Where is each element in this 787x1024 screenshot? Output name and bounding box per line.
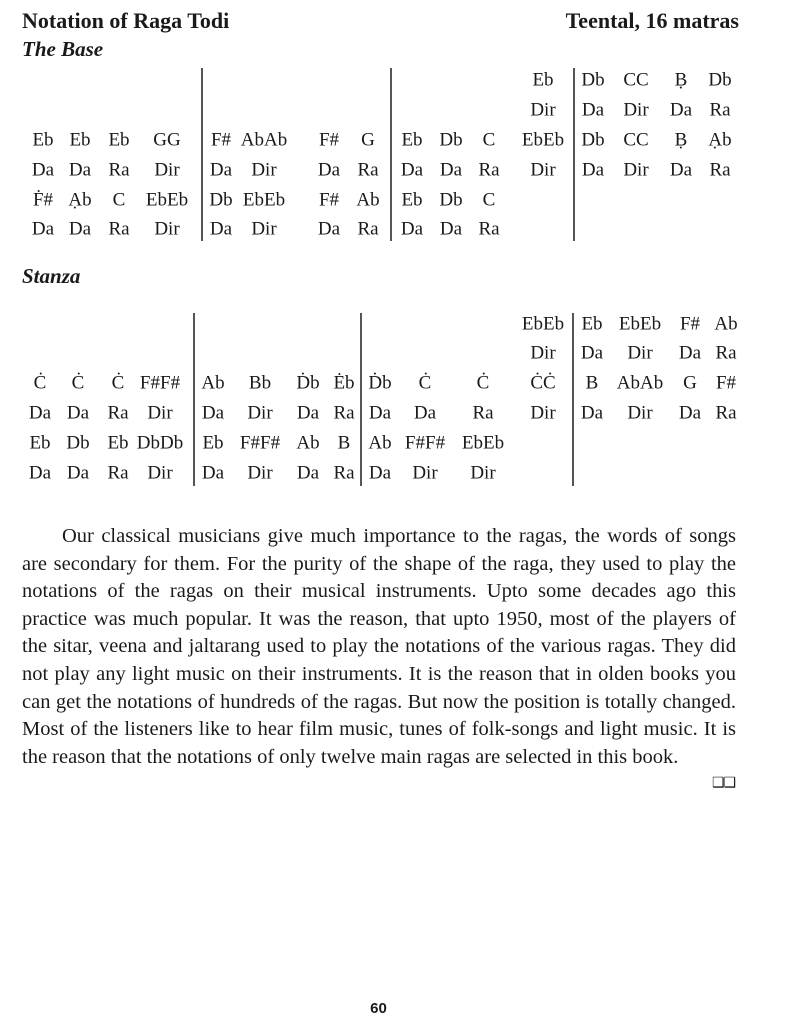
- bol-cell: Ra: [333, 462, 355, 484]
- bol-cell: Dir: [412, 462, 438, 484]
- bol-cell: Ra: [357, 159, 379, 181]
- swara-cell: Db: [581, 129, 605, 151]
- body-text: [22, 523, 736, 771]
- bol-cell: Da: [368, 402, 392, 424]
- bol-cell: Ra: [107, 402, 129, 424]
- bol-cell: Ra: [333, 402, 355, 424]
- swara-cell: GG: [153, 129, 181, 151]
- swara-cell: C: [482, 129, 496, 151]
- bol-cell: Da: [296, 402, 320, 424]
- page-number: 60: [370, 1000, 387, 1017]
- bol-cell: Dir: [154, 159, 180, 181]
- bol-cell: Da: [413, 402, 437, 424]
- swara-cell: F#F#: [139, 372, 181, 394]
- bol-cell: Da: [209, 218, 233, 240]
- bol-cell: Da: [669, 99, 693, 121]
- end-mark: ❑❑: [712, 776, 736, 791]
- bol-cell: Da: [400, 218, 424, 240]
- bol-cell: Ra: [709, 159, 731, 181]
- swara-cell: Ab: [714, 313, 738, 335]
- swara-cell: EbEb: [461, 432, 505, 454]
- stanza-heading: Stanza: [22, 264, 81, 288]
- swara-cell: F#: [715, 372, 737, 394]
- bol-cell: Da: [580, 402, 604, 424]
- swara-cell: Ạb: [68, 189, 92, 211]
- swara-cell: EbEb: [618, 313, 662, 335]
- swara-cell: AbAb: [240, 129, 288, 151]
- swara-cell: Eb: [32, 129, 54, 151]
- bar-line: [360, 313, 362, 486]
- bol-cell: Da: [669, 159, 693, 181]
- swara-cell: Ċ: [33, 372, 47, 394]
- swara-cell: Db: [439, 129, 463, 151]
- bol-cell: Da: [31, 218, 55, 240]
- swara-cell: F#F#: [239, 432, 281, 454]
- page-title: Notation of Raga Todi: [22, 8, 230, 33]
- swara-cell: Ḅ: [674, 129, 688, 151]
- bol-cell: Ra: [715, 402, 737, 424]
- bol-cell: Da: [66, 462, 90, 484]
- bol-cell: Ra: [478, 218, 500, 240]
- swara-cell: Ċ: [71, 372, 85, 394]
- swara-cell: B: [585, 372, 599, 394]
- bar-line: [390, 68, 392, 241]
- swara-cell: EbEb: [521, 313, 565, 335]
- swara-cell: G: [361, 129, 375, 151]
- bol-cell: Dir: [627, 342, 653, 364]
- bol-cell: Da: [678, 402, 702, 424]
- swara-cell: Ċ: [111, 372, 125, 394]
- bol-cell: Dir: [154, 218, 180, 240]
- bol-cell: Da: [317, 159, 341, 181]
- swara-cell: Ċ: [418, 372, 432, 394]
- swara-cell: Ạb: [708, 129, 732, 151]
- swara-cell: EbEb: [145, 189, 189, 211]
- bol-cell: Dir: [147, 402, 173, 424]
- bol-cell: Ra: [478, 159, 500, 181]
- swara-cell: Eb: [69, 129, 91, 151]
- bol-cell: Dir: [247, 462, 273, 484]
- swara-cell: Ab: [201, 372, 225, 394]
- bol-cell: Da: [317, 218, 341, 240]
- swara-cell: Eb: [29, 432, 51, 454]
- swara-cell: Ḟ#: [32, 189, 54, 211]
- swara-cell: F#: [318, 129, 340, 151]
- swara-cell: Ċ: [476, 372, 490, 394]
- bol-cell: Ra: [108, 159, 130, 181]
- bol-cell: Dir: [627, 402, 653, 424]
- swara-cell: B: [337, 432, 351, 454]
- bol-cell: Da: [368, 462, 392, 484]
- bol-cell: Dir: [623, 159, 649, 181]
- swara-cell: Eb: [401, 189, 423, 211]
- bol-cell: Ra: [472, 402, 494, 424]
- bol-cell: Dir: [530, 99, 556, 121]
- bol-cell: Da: [201, 462, 225, 484]
- bol-cell: Da: [201, 402, 225, 424]
- bol-cell: Ra: [709, 99, 731, 121]
- bol-cell: Da: [68, 159, 92, 181]
- bol-cell: Da: [581, 99, 605, 121]
- swara-cell: F#: [210, 129, 232, 151]
- bar-line: [572, 313, 574, 486]
- swara-cell: Ab: [296, 432, 320, 454]
- swara-cell: Db: [439, 189, 463, 211]
- paragraph: Our classical musicians give much importance to the ragas, the words of songs are secondary for them. For the purity of the shape of the raga, they used to play the notations of the ragas on their musical instruments. Upto some decades ago this practice was much popular. It was the reason, that upto 1950, most of the players of the sitar, veena and jaltarang used to play the notations of the various ragas. They did not play any light music on their instruments. It is the reason that in olden books you can get the notations of hundreds of the ragas. But now the position is totally changed. Most of the listeners like to hear film music, tunes of folk-songs and light music. It is the reason that the notations of only twelve main ragas are selected in this book.: [22, 525, 736, 768]
- bol-cell: Da: [580, 342, 604, 364]
- swara-cell: Eb: [401, 129, 423, 151]
- bol-cell: Dir: [147, 462, 173, 484]
- bol-cell: Dir: [530, 342, 556, 364]
- bol-cell: Da: [28, 402, 52, 424]
- bol-cell: Da: [28, 462, 52, 484]
- swara-cell: Db: [209, 189, 233, 211]
- swara-cell: Ḅ: [674, 69, 688, 91]
- swara-cell: Ḋb: [368, 372, 392, 394]
- swara-cell: Eb: [108, 129, 130, 151]
- bol-cell: Da: [209, 159, 233, 181]
- swara-cell: EbEb: [242, 189, 286, 211]
- bol-cell: Da: [581, 159, 605, 181]
- bol-cell: Dir: [251, 218, 277, 240]
- swara-cell: Eb: [581, 313, 603, 335]
- swara-cell: CC: [623, 69, 649, 91]
- swara-cell: Db: [66, 432, 90, 454]
- bol-cell: Dir: [470, 462, 496, 484]
- bol-cell: Da: [439, 218, 463, 240]
- bol-cell: Dir: [530, 402, 556, 424]
- swara-cell: F#: [679, 313, 701, 335]
- bol-cell: Dir: [247, 402, 273, 424]
- swara-cell: DbDb: [136, 432, 184, 454]
- bol-cell: Da: [68, 218, 92, 240]
- swara-cell: EbEb: [521, 129, 565, 151]
- swara-cell: CC: [623, 129, 649, 151]
- bol-cell: Ra: [357, 218, 379, 240]
- swara-cell: ĊĊ: [530, 372, 556, 394]
- bol-cell: Da: [400, 159, 424, 181]
- base-heading: The Base: [22, 37, 104, 61]
- bol-cell: Ra: [715, 342, 737, 364]
- swara-cell: Eb: [532, 69, 554, 91]
- swara-cell: Ab: [356, 189, 380, 211]
- swara-cell: AbAb: [616, 372, 664, 394]
- bol-cell: Dir: [251, 159, 277, 181]
- bar-line: [201, 68, 203, 241]
- bol-cell: Da: [66, 402, 90, 424]
- bol-cell: Da: [678, 342, 702, 364]
- bol-cell: Ra: [108, 218, 130, 240]
- swara-cell: C: [482, 189, 496, 211]
- swara-cell: C: [112, 189, 126, 211]
- swara-cell: Eb: [202, 432, 224, 454]
- bol-cell: Da: [439, 159, 463, 181]
- swara-cell: Ėb: [333, 372, 355, 394]
- bol-cell: Da: [296, 462, 320, 484]
- tala-meter: Teental, 16 matras: [565, 8, 739, 33]
- swara-cell: Eb: [107, 432, 129, 454]
- swara-cell: F#F#: [404, 432, 446, 454]
- bol-cell: Ra: [107, 462, 129, 484]
- bol-cell: Dir: [530, 159, 556, 181]
- bar-line: [193, 313, 195, 486]
- bol-cell: Dir: [623, 99, 649, 121]
- swara-cell: F#: [318, 189, 340, 211]
- swara-cell: Ḋb: [296, 372, 320, 394]
- bol-cell: Da: [31, 159, 55, 181]
- swara-cell: G: [683, 372, 697, 394]
- swara-cell: Bb: [248, 372, 272, 394]
- swara-cell: Ab: [368, 432, 392, 454]
- swara-cell: Db: [708, 69, 732, 91]
- bar-line: [573, 68, 575, 241]
- swara-cell: Db: [581, 69, 605, 91]
